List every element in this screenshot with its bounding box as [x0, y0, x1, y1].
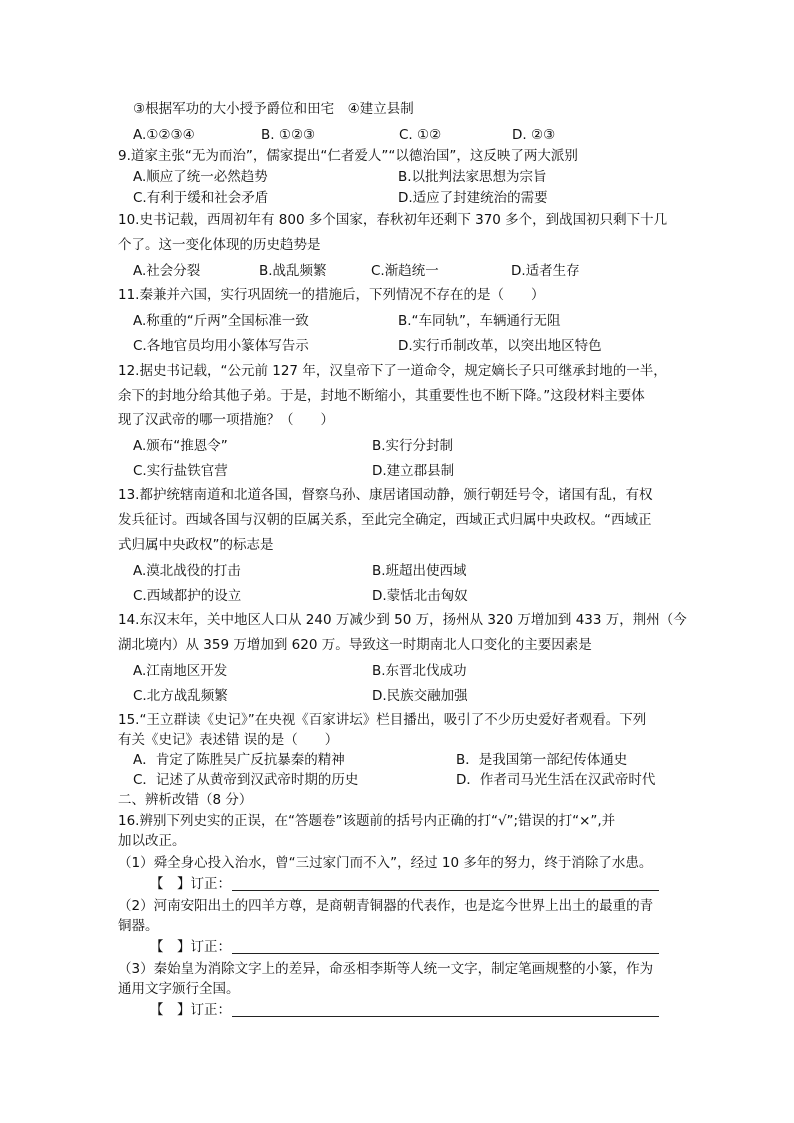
q16-item2-text-line2: 铜器。	[118, 918, 159, 934]
q16-item3-text-line1: （3）秦始皇为消除文字上的差异，命丞相李斯等人统一文字，制定笔画规整的小篆，作为	[118, 961, 654, 977]
q13-option-a: A.漠北战役的打击	[133, 563, 241, 579]
q16-item3-correction-label: 【 】订正：	[150, 1002, 231, 1018]
q14-option-c: C.北方战乱频繁	[133, 688, 228, 704]
q16-item1-text: （1）舜全身心投入治水，曾“三过家门而不入”，经过 10 多年的努力，终于消除了水患。	[118, 855, 653, 871]
q16-item2-text-line1: （2）河南安阳出土的四羊方尊，是商朝青铜器的代表作，也是迄今世界上出土的最重的青	[118, 898, 654, 914]
q14-stem-line2: 湖北境内）从 359 万增加到 620 万。导致这一时期南北人口变化的主要因素是	[118, 637, 592, 653]
q13-stem-line2: 发兵征讨。西域各国与汉朝的臣属关系，至此完全确定，西域正式归属中央政权。“西域正	[118, 512, 652, 528]
q12-option-c: C.实行盐铁官营	[133, 463, 228, 479]
q9-option-a: A.顺应了统一必然趋势	[133, 169, 268, 185]
q8-option-c: C. ①②	[399, 127, 442, 143]
q15-option-b: B．是我国第一部纪传体通史	[456, 752, 628, 768]
q15-stem-line1: 15.“王立群读《史记》”在央视《百家讲坛》栏目播出，吸引了不少历史爱好者观看。下列	[118, 712, 647, 728]
q14-option-d: D.民族交融加强	[372, 688, 468, 704]
q13-option-c: C.西域都护的设立	[133, 588, 242, 604]
q15-option-a: A．肯定了陈胜吴广反抗暴秦的精神	[133, 752, 345, 768]
q9-stem: 9.道家主张“无为而治”，儒家提出“仁者爱人”“以德治国”，这反映了两大派别	[118, 148, 578, 164]
q10-option-d: D.适者生存	[511, 263, 580, 279]
q12-option-b: B.实行分封制	[372, 438, 454, 454]
q16-item1-correction-line[interactable]	[232, 890, 659, 891]
q16-item3-text-line2: 通用文字颁行全国。	[118, 981, 240, 997]
q12-stem-line3: 现了汉武帝的哪一项措施？（ ）	[118, 412, 334, 428]
q11-option-a: A.称重的“斤两”全国标准一致	[133, 313, 309, 329]
q11-option-d: D.实行币制改革，以突出地区特色	[398, 338, 602, 354]
q14-option-b: B.东晋北伐成功	[372, 663, 467, 679]
q16-item1-correction-label: 【 】订正：	[150, 876, 231, 892]
q15-option-c: C．记述了从黄帝到汉武帝时期的历史	[133, 772, 359, 788]
q16-item2-correction-label: 【 】订正：	[150, 939, 231, 955]
q15-option-d: D．作者司马光生活在汉武帝时代	[456, 772, 656, 788]
q8-option-a: A.①②③④	[133, 127, 195, 143]
q16-item3-correction-line[interactable]	[232, 1016, 659, 1017]
q9-option-c: C.有利于缓和社会矛盾	[133, 190, 269, 206]
q10-option-b: B.战乱频繁	[259, 263, 327, 279]
q9-option-d: D.适应了封建统治的需要	[398, 190, 548, 206]
q13-option-d: D.蒙恬北击匈奴	[372, 588, 468, 604]
q8-statement-tail: ③根据军功的大小授予爵位和田宅 ④建立县制	[133, 101, 414, 117]
q11-stem: 11.秦兼并六国，实行巩固统一的措施后，下列情况不存在的是（ ）	[118, 287, 545, 303]
q10-stem-line2: 个了。这一变化体现的历史趋势是	[118, 237, 321, 253]
q8-option-b: B. ①②③	[261, 127, 316, 143]
q13-option-b: B.班超出使西域	[372, 563, 467, 579]
q13-stem-line1: 13.都护统辖南道和北道各国，督察乌孙、康居诸国动静，颁行朝廷号令，诸国有乱，有权	[118, 487, 653, 503]
q10-option-c: C.渐趋统一	[371, 263, 439, 279]
q8-option-d: D. ②③	[512, 127, 556, 143]
q15-stem-line2: 有关《史记》表述错 误的是（ ）	[118, 732, 339, 748]
q16-stem-line2: 加以改正。	[118, 833, 186, 849]
q11-option-b: B.“车同轨”，车辆通行无阻	[398, 313, 561, 329]
q11-option-c: C.各地官员均用小篆体写告示	[133, 338, 309, 354]
q12-stem-line2: 余下的封地分给其他子弟。于是，封地不断缩小，其重要性也不断下降。”这段材料主要体	[118, 388, 645, 404]
q16-item2-correction-line[interactable]	[232, 953, 659, 954]
q10-stem-line1: 10.史书记载，西周初年有 800 多个国家，春秋初年还剩下 370 多个，到战国初只剩下十几	[118, 212, 668, 228]
q16-stem-line1: 16.辨别下列史实的正误，在“答题卷”该题前的括号内正确的打“√”;错误的打“×”,并	[118, 813, 616, 829]
q9-option-b: B.以批判法家思想为宗旨	[398, 169, 547, 185]
q14-stem-line1: 14.东汉末年，关中地区人口从 240 万减少到 50 万，扬州从 320 万增加到 433 万，荆州（今	[118, 612, 687, 628]
q12-option-d: D.建立郡县制	[372, 463, 455, 479]
q12-stem-line1: 12.据史书记载，“公元前 127 年，汉皇帝下了一道命令，规定嫡长子只可继承封地的一半，	[118, 363, 667, 379]
q10-option-a: A.社会分裂	[133, 263, 201, 279]
q13-stem-line3: 式归属中央政权”的标志是	[118, 537, 274, 553]
q12-option-a: A.颁布“推恩令”	[133, 438, 228, 454]
q14-option-a: A.江南地区开发	[133, 663, 228, 679]
section2-title: 二、辨析改错（8 分）	[118, 792, 253, 808]
